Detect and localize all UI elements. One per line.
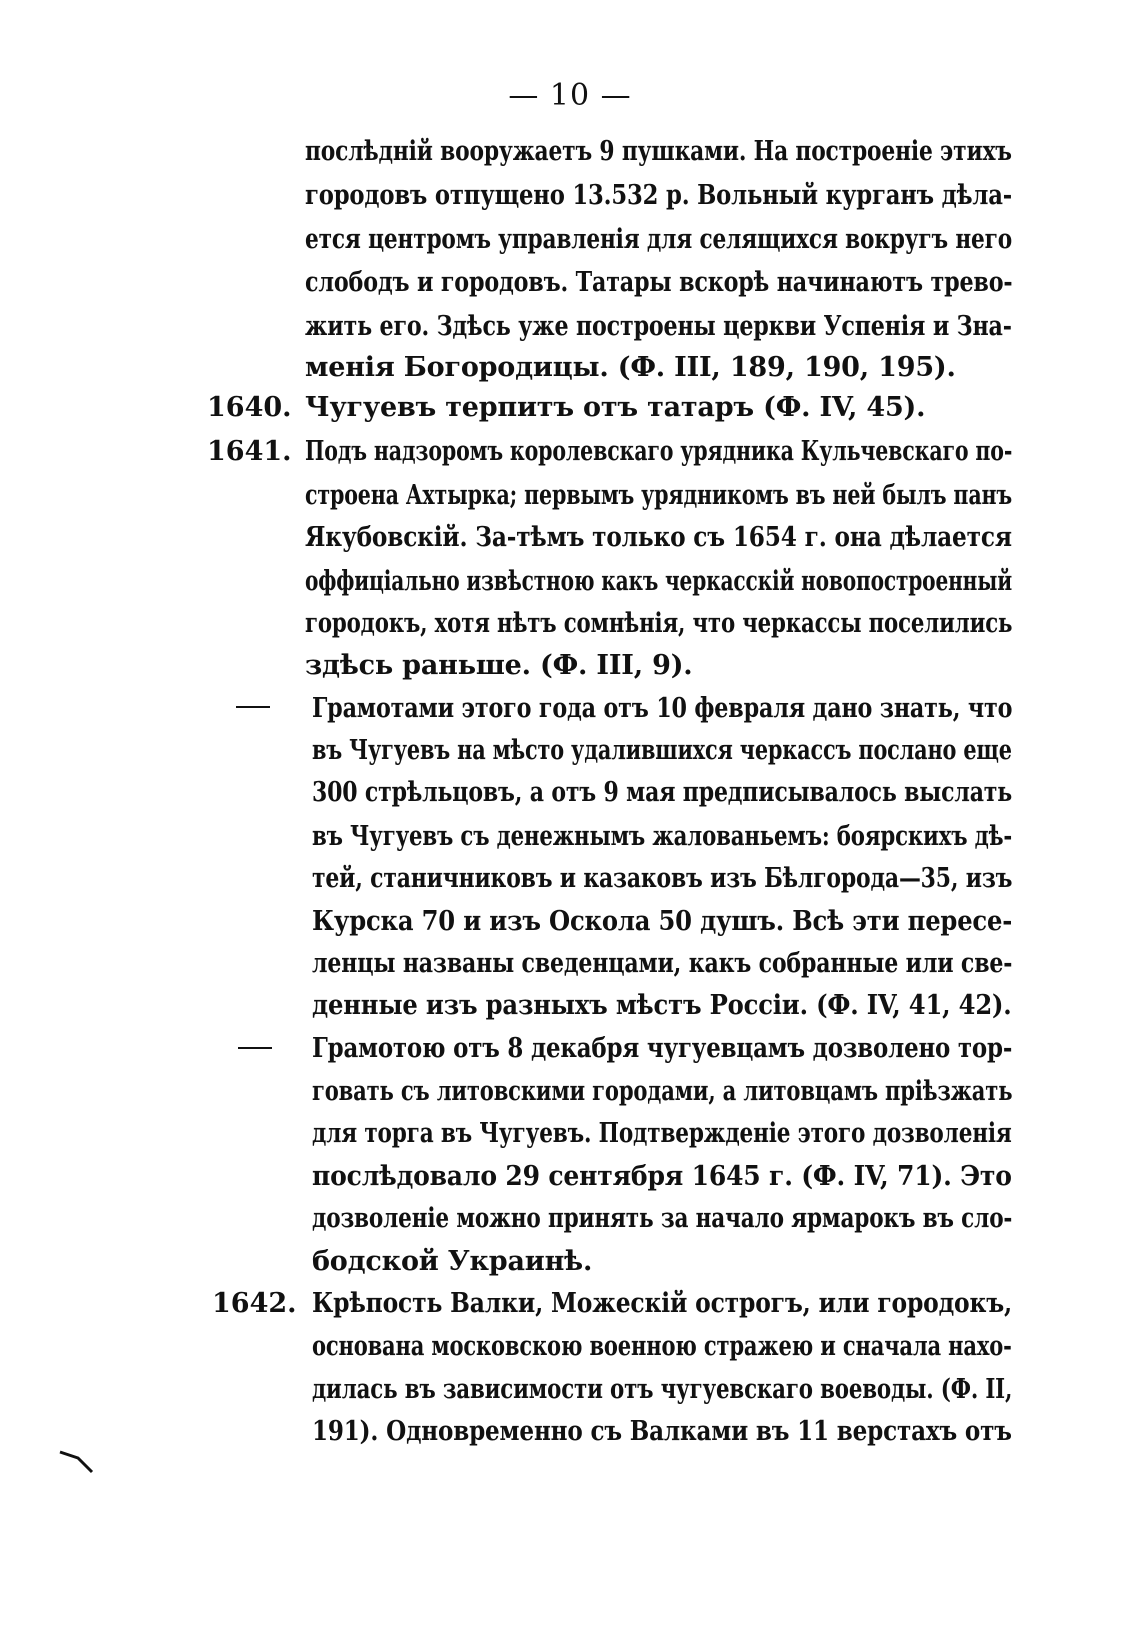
scan-artifact-mark: [58, 1448, 98, 1478]
text-line: послѣдовало 29 сентября 1645 г. (Ф. IV, 71). Это: [312, 1161, 1012, 1192]
text-line: жить его. Здѣсь уже построены церкви Успенія и Зна-: [305, 311, 1012, 342]
text-line: основана московскою военною стражею и сначала нахо-: [312, 1331, 1012, 1362]
text-line: оффиціально извѣстною какъ черкасскій новопостроенный: [305, 566, 1013, 597]
text-line: строена Ахтырка; первымъ урядникомъ въ ней былъ панъ: [305, 480, 1013, 511]
text-line: слободъ и городовъ. Татары вскорѣ начинаютъ трево-: [305, 267, 1013, 298]
text-line: Курска 70 и изъ Оскола 50 душъ. Всѣ эти пересе-: [312, 906, 1013, 937]
text-line: ется центромъ управленія для селящихся вокругъ него: [305, 224, 1013, 255]
text-line: въ Чугуевъ съ денежнымъ жалованьемъ: боярскихъ дѣ-: [312, 821, 1013, 852]
text-line: городовъ отпущено 13.532 р. Вольный курганъ дѣла-: [305, 180, 1013, 211]
text-line: Грамотами этого года отъ 10 февраля дано знать, что: [312, 693, 1013, 724]
page-header: — 10 —: [508, 78, 632, 113]
text-line: для торга въ Чугуевъ. Подтвержденіе этого дозволенія: [312, 1118, 1012, 1149]
year-marker-1640: 1640.: [207, 392, 292, 423]
text-line: дилась въ зависимости отъ чугуевскаго воеводы. (Ф. II,: [312, 1374, 1013, 1405]
text-line: денные изъ разныхъ мѣстъ Россіи. (Ф. IV, 41, 42).: [312, 990, 1012, 1021]
text-line: послѣдній вооружаетъ 9 пушками. На построеніе этихъ: [305, 136, 1012, 167]
text-line: Подъ надзоромъ королевскаго урядника Кульчевскаго по-: [305, 436, 1013, 467]
year-marker-1642: 1642.: [212, 1288, 297, 1319]
text-line: Якубовскій. За-тѣмъ только съ 1654 г. она дѣлается: [305, 522, 1012, 553]
text-line: Чугуевъ терпитъ отъ татаръ (Ф. IV, 45).: [305, 392, 926, 423]
text-line: 300 стрѣльцовъ, а отъ 9 мая предписывалось выслать: [312, 777, 1013, 808]
text-line: говать съ литовскими городами, а литовцамъ пріѣзжать: [312, 1076, 1013, 1107]
text-line: ленцы названы сведенцами, какъ собранные или све-: [312, 948, 1013, 979]
text-line: въ Чугуевъ на мѣсто удалившихся черкассъ послано еще: [312, 735, 1012, 766]
entry-dash-marker: [236, 706, 270, 708]
text-line: городокъ, хотя нѣтъ сомнѣнія, что черкассы поселились: [305, 608, 1013, 639]
text-line: Крѣпость Валки, Можескій острогъ, или городокъ,: [312, 1288, 1012, 1319]
entry-dash-marker: [238, 1047, 272, 1049]
text-line: тей, станичниковъ и казаковъ изъ Бѣлгорода—35, изъ: [312, 863, 1013, 894]
text-line: менія Богородицы. (Ф. III, 189, 190, 195).: [305, 352, 956, 383]
year-marker-1641: 1641.: [207, 436, 292, 467]
text-line: дозволеніе можно принять за начало ярмарокъ въ сло-: [312, 1203, 1013, 1234]
text-line: бодской Украинѣ.: [312, 1246, 593, 1277]
text-line: Грамотою отъ 8 декабря чугуевцамъ дозволено тор-: [312, 1033, 1013, 1064]
text-line: здѣсь раньше. (Ф. III, 9).: [305, 650, 693, 681]
text-line: 191). Одновременно съ Валками въ 11 верстахъ отъ: [312, 1416, 1012, 1447]
